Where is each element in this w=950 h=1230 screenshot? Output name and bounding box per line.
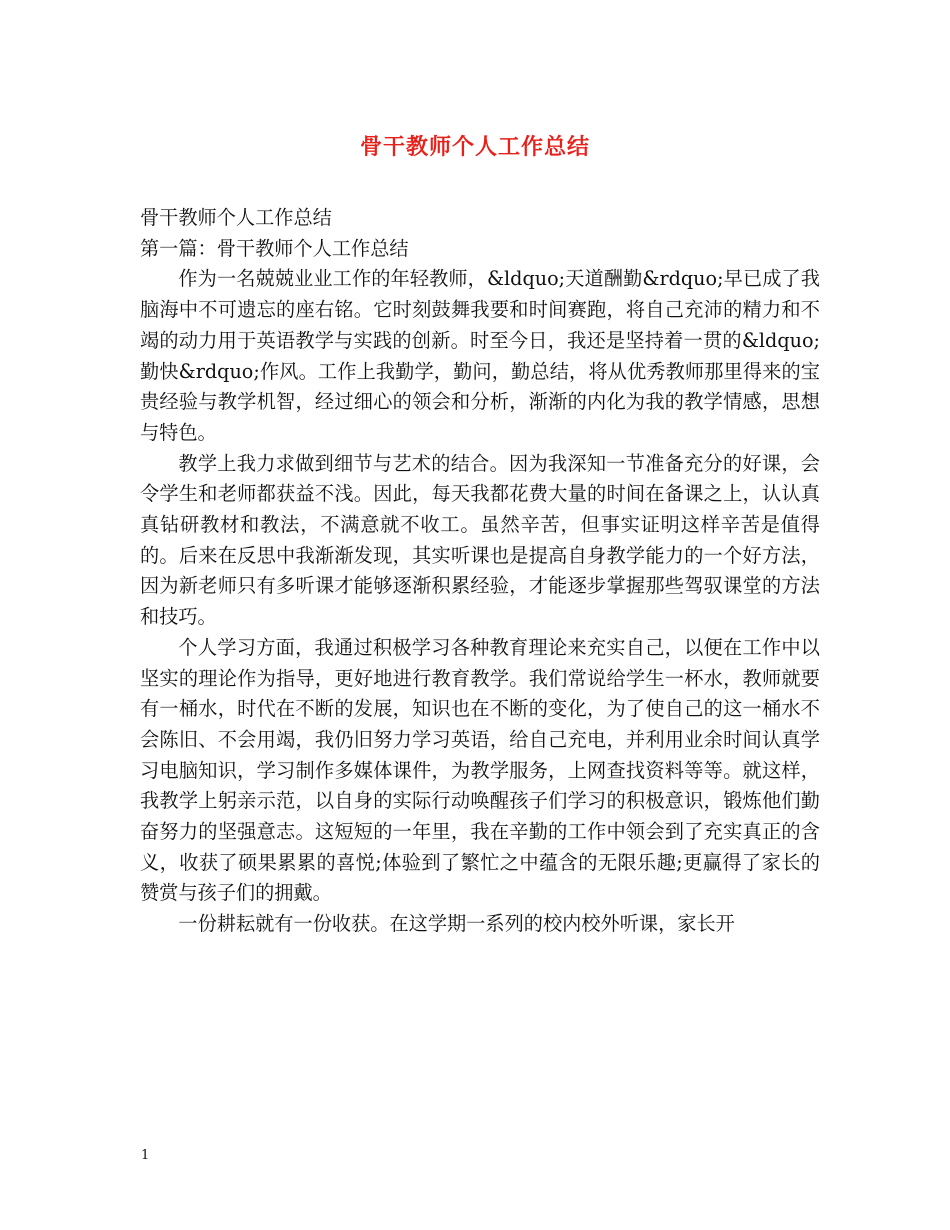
paragraph-4: 一份耕耘就有一份收获。在这学期一系列的校内校外听课，家长开 — [178, 912, 735, 936]
document-title: 骨干教师个人工作总结 — [359, 134, 590, 160]
page-number: 1 — [141, 1148, 150, 1163]
document-body — [140, 203, 820, 940]
document-subtitle: 骨干教师个人工作总结 — [140, 206, 332, 229]
paragraph-3: 个人学习方面，我通过积极学习各种教育理论来充实自己，以便在工作中以坚实的理论作为指导，更好地进行教育教学。我们常说给学生一杯水，教师就要有一桶水，时代在不断的发展，知识也在不断的变化，为了使自己的这一桶水不会陈旧、不会用竭，我仍旧努力学习英语，给自己充电，并利用业余时间认真学习电脑知识，学习制作多媒体课件，为教学服务，上网查找资料等等。就这样，我教学上躬亲示范，以自身的实际行动唤醒孩子们学习的积极意识，锻炼他们勤奋努力的坚强意志。这短短的一年里，我在辛勤的工作中领会到了充实真正的含义，收获了硕果累累的喜悦;体验到了繁忙之中蕴含的无限乐趣;更赢得了家长的赞赏与孩子们的拥戴。 — [140, 635, 820, 905]
paragraph-1: 作为一名兢兢业业工作的年轻教师，&ldquo;天道酬勤&rdquo;早已成了我脑海中不可遗忘的座右铭。它时刻鼓舞我要和时间赛跑，将自己充沛的精力和不竭的动力用于英语教学与实践的创新。时至今日，我还是坚持着一贯的&ldquo;勤快&rdquo;作风。工作上我勤学，勤问，勤总结，将从优秀教师那里得来的宝贵经验与教学机智，经过细心的领会和分析，渐渐的内化为我的教学情感，思想与特色。 — [140, 267, 820, 444]
section-heading: 第一篇：骨干教师个人工作总结 — [140, 236, 409, 260]
paragraph-2: 教学上我力求做到细节与艺术的结合。因为我深知一节准备充分的好课，会令学生和老师都获益不浅。因此，每天我都花费大量的时间在备课之上，认认真真钻研教材和教法，不满意就不收工。虽然辛苦，但事实证明这样辛苦是值得的。后来在反思中我渐渐发现，其实听课也是提高自身教学能力的一个好方法，因为新老师只有多听课才能够逐渐积累经验，才能逐步掌握那些驾驭课堂的方法和技巧。 — [140, 451, 820, 629]
